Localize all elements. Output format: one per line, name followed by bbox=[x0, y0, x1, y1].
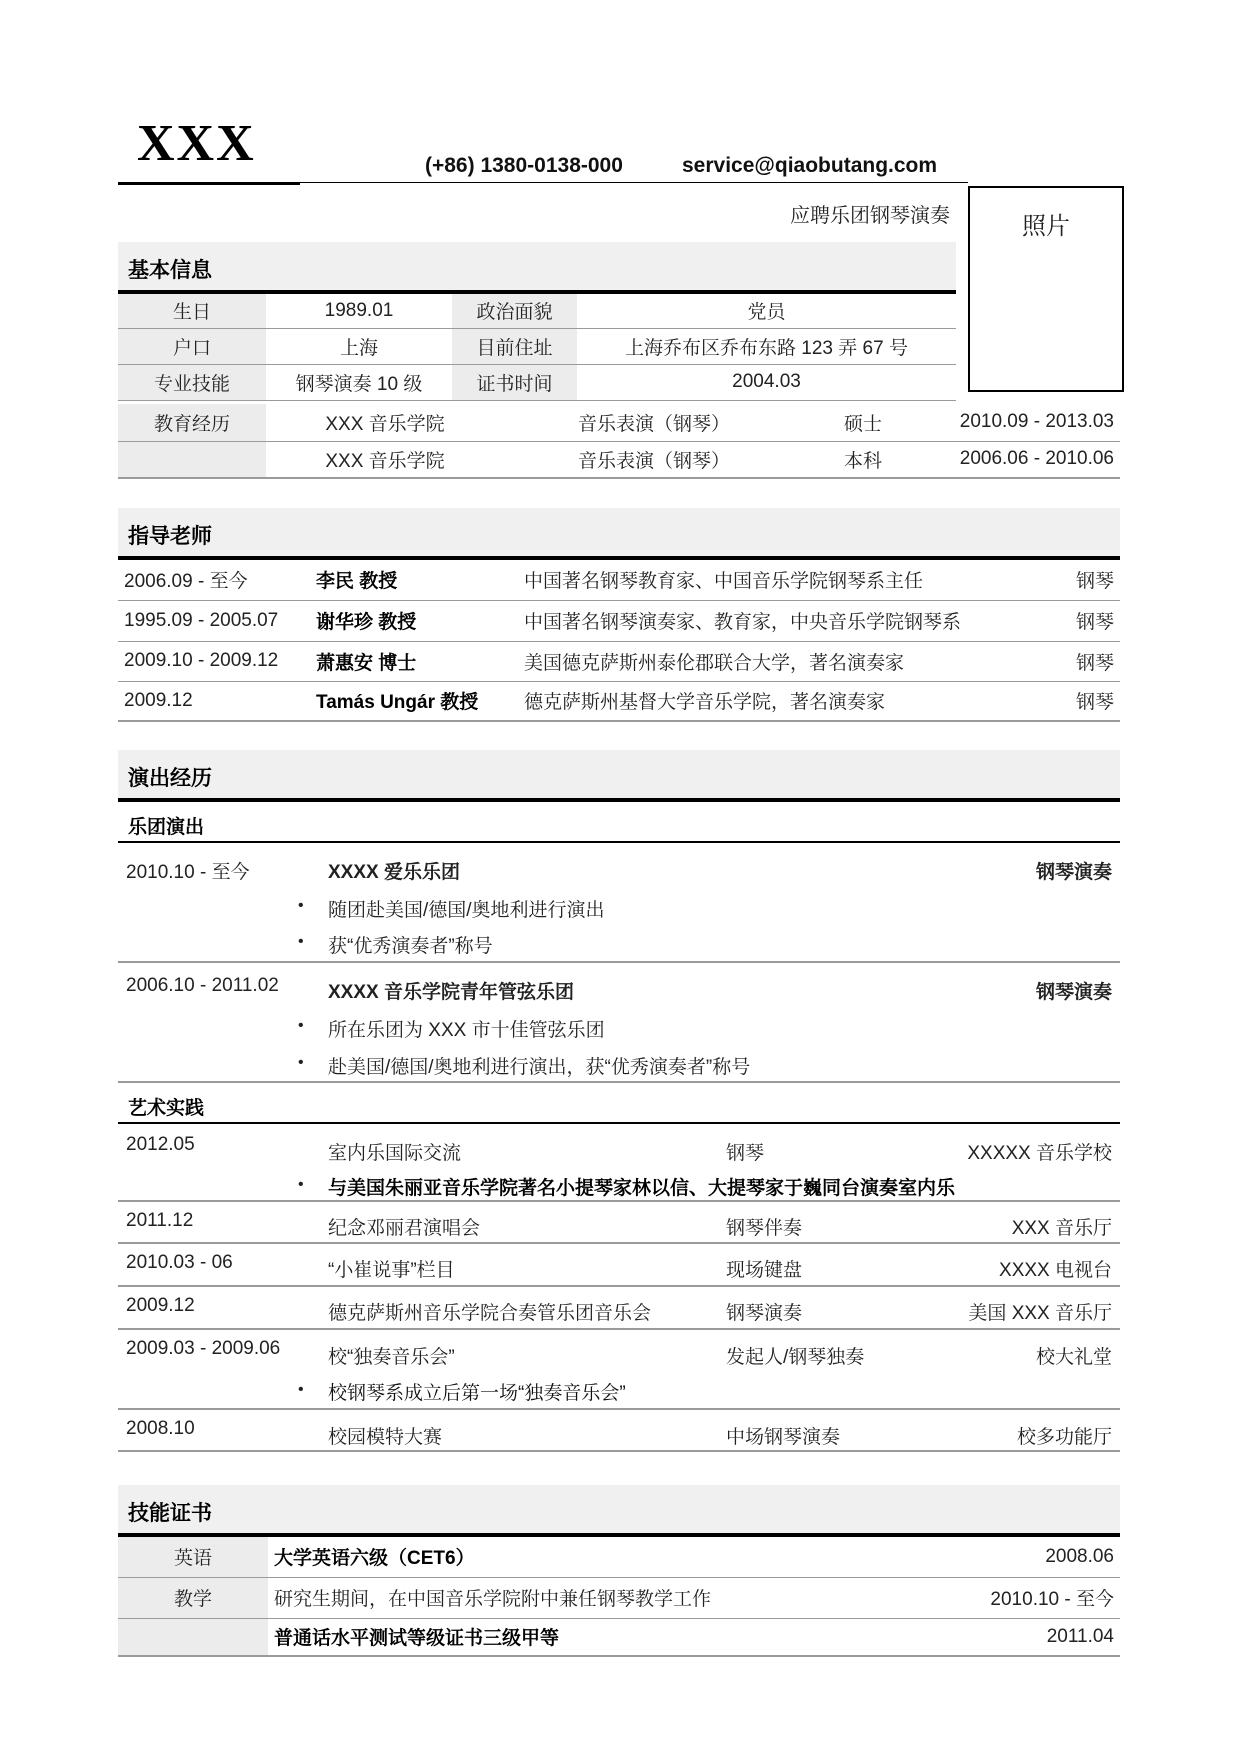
teacher-subject: 钢琴 bbox=[1050, 600, 1120, 641]
teacher-row bbox=[118, 681, 1120, 721]
art-role: 钢琴 bbox=[726, 1143, 765, 1164]
teacher-name: 李民 教授 bbox=[310, 560, 518, 600]
art-date: 2010.03 - 06 bbox=[126, 1252, 233, 1273]
field-label: 证书时间 bbox=[452, 364, 577, 400]
subsection-band: 乐团演出 bbox=[118, 813, 1120, 843]
art-entry bbox=[118, 1126, 1120, 1202]
bullet-icon: • bbox=[298, 933, 304, 950]
band-period: 2010.10 - 至今 bbox=[126, 862, 250, 883]
art-venue: 美国 XXX 音乐厅 bbox=[968, 1303, 1112, 1324]
skill-row bbox=[118, 1577, 1120, 1618]
band-entry bbox=[118, 845, 1120, 963]
teacher-subject: 钢琴 bbox=[1050, 641, 1120, 681]
teacher-row bbox=[118, 560, 1120, 600]
degree: 硕士 bbox=[804, 404, 922, 441]
field-value: 2004.03 bbox=[577, 364, 956, 400]
section-title: 基本信息 bbox=[128, 259, 212, 282]
art-date: 2009.12 bbox=[126, 1295, 195, 1316]
field-value: 钢琴演奏 10 级 bbox=[266, 364, 452, 400]
art-entry bbox=[118, 1410, 1120, 1452]
art-date: 2008.10 bbox=[126, 1418, 195, 1439]
art-role: 钢琴伴奏 bbox=[726, 1218, 803, 1239]
art-entry bbox=[118, 1287, 1120, 1330]
bullet-icon: • bbox=[298, 1176, 304, 1193]
teacher-subject: 钢琴 bbox=[1050, 560, 1120, 600]
bullet-icon: • bbox=[298, 1017, 304, 1034]
photo-placeholder bbox=[968, 186, 1124, 392]
skill-row bbox=[118, 1537, 1120, 1577]
art-date: 2011.12 bbox=[126, 1210, 194, 1231]
teachers-table bbox=[118, 560, 1120, 722]
art-title: “小崔说事”栏目 bbox=[328, 1260, 455, 1281]
degree: 本科 bbox=[843, 450, 882, 472]
section-teachers bbox=[118, 508, 1120, 560]
school: XXX 音乐学院 bbox=[266, 404, 504, 441]
art-role: 中场钢琴演奏 bbox=[726, 1427, 841, 1448]
education-label-empty bbox=[118, 441, 266, 478]
art-venue: XXXXX 音乐学校 bbox=[967, 1143, 1112, 1164]
band-entry bbox=[118, 963, 1120, 1083]
band-bullet: 随团赴美国/德国/奥地利进行演出 bbox=[328, 900, 605, 921]
field-value: 上海乔布区乔布东路 123 弄 67 号 bbox=[577, 328, 956, 364]
period: 2006.06 - 2010.06 bbox=[959, 448, 1114, 470]
skill-desc: 普通话水平测试等级证书三级甲等 bbox=[274, 1628, 560, 1650]
art-date: 2012.05 bbox=[126, 1134, 195, 1155]
field-label: 目前住址 bbox=[452, 328, 577, 364]
teacher-desc: 德克萨斯州基督大学音乐学院，著名演奏家 bbox=[524, 692, 886, 714]
basic-row bbox=[118, 294, 956, 328]
subsection-art: 艺术实践 bbox=[118, 1094, 1120, 1124]
teacher-row bbox=[118, 641, 1120, 681]
skill-desc: 研究生期间，在中国音乐学院附中兼任钢琴教学工作 bbox=[268, 1577, 920, 1618]
bullet-icon: • bbox=[298, 897, 304, 914]
art-venue: XXXX 电视台 bbox=[999, 1260, 1112, 1281]
teacher-period: 1995.09 - 2005.07 bbox=[118, 600, 310, 641]
education-row bbox=[118, 404, 1120, 441]
art-role: 现场键盘 bbox=[726, 1260, 803, 1281]
band-name: XXXX 爱乐乐团 bbox=[328, 862, 460, 883]
skill-desc: 大学英语六级（CET6） bbox=[268, 1537, 920, 1577]
art-entry bbox=[118, 1330, 1120, 1410]
school: XXX 音乐学院 bbox=[325, 450, 445, 472]
art-venue: XXX 音乐厅 bbox=[1011, 1218, 1112, 1239]
period: 2010.09 - 2013.03 bbox=[922, 404, 1120, 441]
teacher-name: 萧惠安 博士 bbox=[310, 641, 518, 681]
skills-table bbox=[118, 1537, 1120, 1657]
bullet-icon: • bbox=[298, 1381, 304, 1398]
field-value: 1989.01 bbox=[266, 294, 452, 328]
art-title: 校“独奏音乐会” bbox=[328, 1347, 455, 1368]
art-venue: 校大礼堂 bbox=[1035, 1347, 1112, 1368]
art-title: 室内乐国际交流 bbox=[328, 1143, 462, 1164]
photo-label: 照片 bbox=[1022, 213, 1070, 240]
section-skills bbox=[118, 1485, 1120, 1537]
art-note: 校钢琴系成立后第一场“独奏音乐会” bbox=[328, 1383, 626, 1404]
section-title: 演出经历 bbox=[128, 767, 212, 790]
skill-date: 2011.04 bbox=[1046, 1625, 1114, 1647]
teacher-desc: 中国著名钢琴演奏家、教育家，中央音乐学院钢琴系 bbox=[518, 600, 1050, 641]
teacher-name: Tamás Ungár 教授 bbox=[316, 692, 479, 714]
field-label: 生日 bbox=[118, 294, 266, 328]
band-role: 钢琴演奏 bbox=[1035, 862, 1112, 883]
teacher-subject: 钢琴 bbox=[1075, 692, 1114, 714]
band-bullet: 赴美国/德国/奥地利进行演出，获“优秀演奏者”称号 bbox=[328, 1057, 751, 1078]
skill-date: 2010.10 - 至今 bbox=[920, 1577, 1120, 1618]
field-value: 上海 bbox=[266, 328, 452, 364]
education-label: 教育经历 bbox=[118, 404, 266, 441]
art-title: 德克萨斯州音乐学院合奏管乐团音乐会 bbox=[328, 1303, 652, 1324]
art-venue: 校多功能厅 bbox=[1016, 1427, 1112, 1448]
art-role: 发起人/钢琴独奏 bbox=[726, 1347, 865, 1368]
candidate-name: XXX bbox=[137, 115, 256, 172]
teacher-period: 2009.10 - 2009.12 bbox=[118, 641, 310, 681]
education-table bbox=[118, 404, 1120, 479]
major: 音乐表演（钢琴） bbox=[577, 450, 730, 472]
skill-row bbox=[118, 1618, 1120, 1656]
art-date: 2009.03 - 2009.06 bbox=[126, 1338, 281, 1359]
teacher-period: 2006.09 - 至今 bbox=[118, 560, 310, 600]
field-value: 党员 bbox=[577, 294, 956, 328]
teacher-desc: 中国著名钢琴教育家、中国音乐学院钢琴系主任 bbox=[518, 560, 1050, 600]
art-title: 纪念邓丽君演唱会 bbox=[328, 1218, 481, 1239]
education-row bbox=[118, 441, 1120, 478]
band-bullet: 所在乐团为 XXX 市十佳管弦乐团 bbox=[328, 1020, 605, 1041]
contact-underline bbox=[300, 182, 968, 183]
art-entry bbox=[118, 1202, 1120, 1244]
job-objective: 应聘乐团钢琴演奏 bbox=[790, 205, 950, 227]
art-role: 钢琴演奏 bbox=[726, 1303, 803, 1324]
teacher-desc: 美国德克萨斯州泰伦郡联合大学，著名演奏家 bbox=[518, 641, 1050, 681]
teacher-name: 谢华珍 教授 bbox=[310, 600, 518, 641]
email-address: service@qiaobutang.com bbox=[682, 154, 938, 177]
skill-label: 英语 bbox=[118, 1537, 268, 1577]
field-label: 专业技能 bbox=[118, 364, 266, 400]
skill-label: 教学 bbox=[118, 1577, 268, 1618]
phone-number: (+86) 1380-0138-000 bbox=[425, 154, 623, 177]
field-label: 政治面貌 bbox=[452, 294, 577, 328]
band-bullet: 获“优秀演奏者”称号 bbox=[328, 936, 493, 957]
section-basic-info bbox=[118, 242, 956, 294]
band-period: 2006.10 - 2011.02 bbox=[126, 975, 279, 996]
teacher-period: 2009.12 bbox=[124, 689, 193, 711]
band-role: 钢琴演奏 bbox=[1035, 982, 1112, 1003]
art-title: 校园模特大赛 bbox=[328, 1427, 443, 1448]
art-entry bbox=[118, 1244, 1120, 1287]
bullet-icon: • bbox=[298, 1054, 304, 1071]
skill-label bbox=[118, 1618, 268, 1656]
section-title: 指导老师 bbox=[128, 525, 212, 548]
section-performance bbox=[118, 750, 1120, 802]
band-name: XXXX 音乐学院青年管弦乐团 bbox=[328, 982, 574, 1003]
name-underline bbox=[118, 182, 300, 185]
basic-row bbox=[118, 364, 956, 400]
art-note: 与美国朱丽亚音乐学院著名小提琴家林以信、大提琴家于巍同台演奏室内乐 bbox=[328, 1178, 956, 1199]
teacher-row bbox=[118, 600, 1120, 641]
section-title: 技能证书 bbox=[128, 1502, 212, 1525]
skill-date: 2008.06 bbox=[920, 1537, 1120, 1577]
field-label: 户口 bbox=[118, 328, 266, 364]
basic-row bbox=[118, 328, 956, 364]
major: 音乐表演（钢琴） bbox=[504, 404, 804, 441]
basic-info-table bbox=[118, 294, 956, 401]
